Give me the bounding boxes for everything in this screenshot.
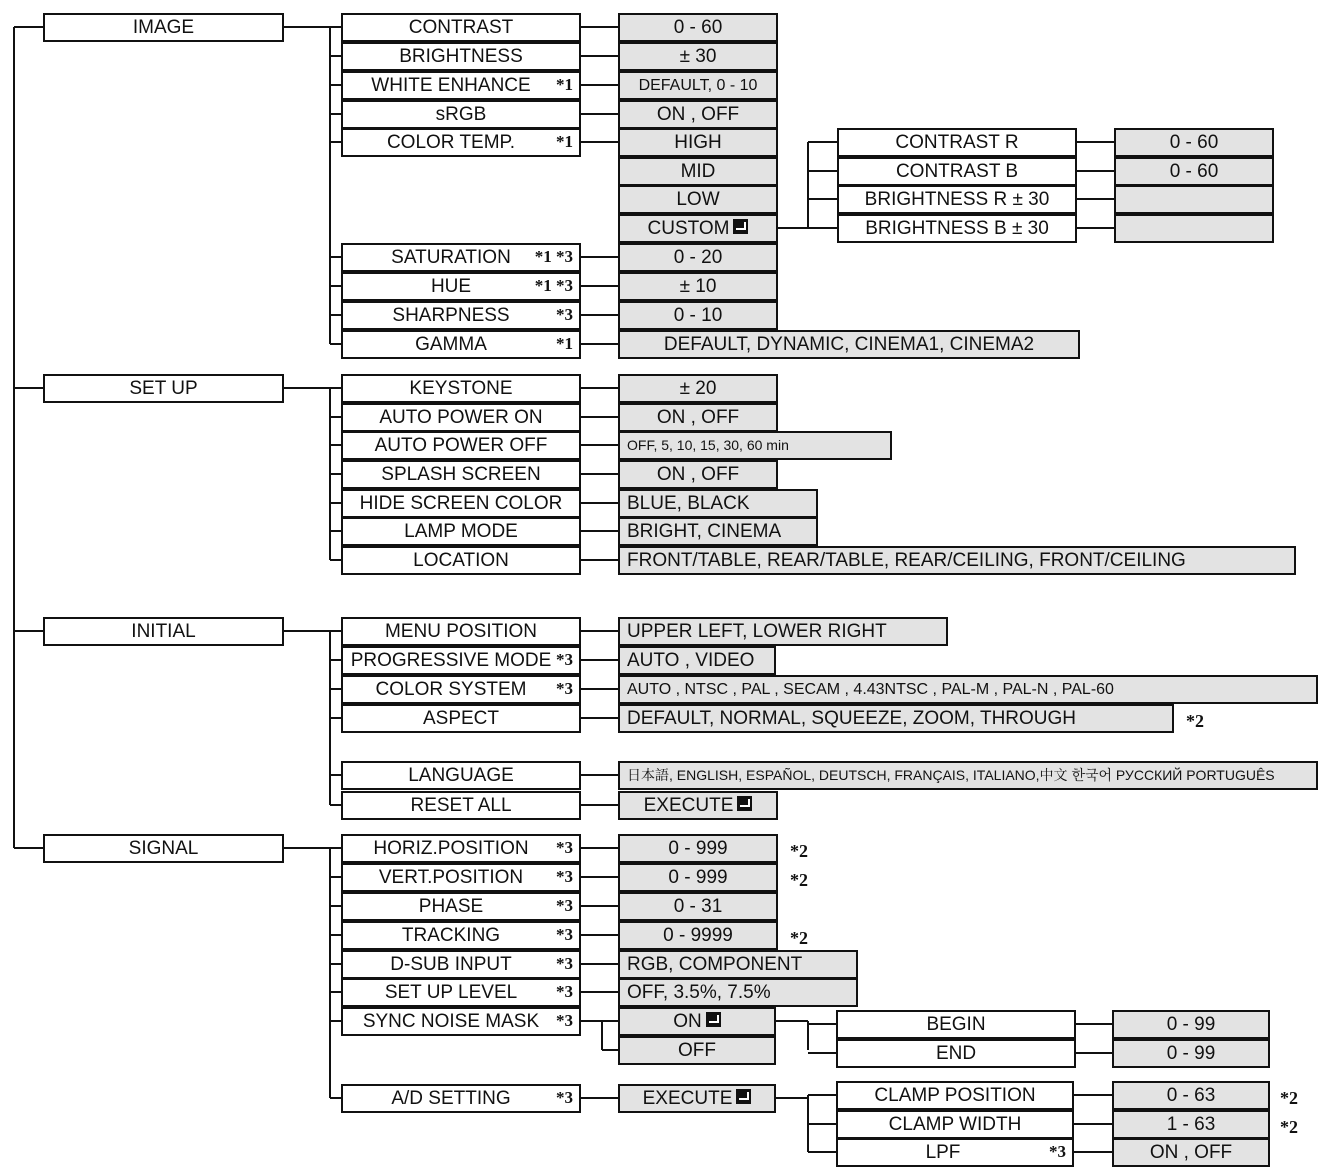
footnote-mark: *3 bbox=[556, 1011, 573, 1030]
value-image-0-text: 0 - 60 bbox=[673, 17, 723, 38]
menu-item-image-6-text: HUE bbox=[430, 276, 472, 297]
ad-sub-0-text: CLAMP POSITION bbox=[874, 1085, 1036, 1106]
menu-item-setup-2-text: AUTO POWER OFF bbox=[374, 435, 548, 456]
value-initial-0-text: UPPER LEFT, LOWER RIGHT bbox=[627, 621, 887, 642]
ad-sub-2[interactable] bbox=[836, 1138, 1074, 1167]
ad-sub-1-text: CLAMP WIDTH bbox=[888, 1114, 1022, 1135]
value-image-0[interactable] bbox=[618, 13, 778, 42]
ad-sub-value-0[interactable] bbox=[1112, 1081, 1270, 1110]
menu-signal[interactable] bbox=[43, 834, 284, 863]
footnote-mark: *3 bbox=[556, 925, 573, 944]
value-image-8[interactable] bbox=[618, 330, 1080, 359]
menu-item-signal-2[interactable] bbox=[341, 892, 581, 921]
color-temp-mid-text: MID bbox=[680, 161, 716, 182]
value-signal-7[interactable] bbox=[618, 1084, 776, 1113]
value-signal-0-text: 0 - 999 bbox=[668, 838, 728, 859]
footnote-mark: *1 bbox=[556, 132, 573, 151]
menu-item-image-7[interactable] bbox=[341, 301, 581, 330]
value-initial-3[interactable] bbox=[618, 704, 1174, 733]
menu-item-signal-4[interactable] bbox=[341, 950, 581, 979]
menu-item-setup-6[interactable] bbox=[341, 546, 581, 575]
menu-item-image-3[interactable] bbox=[341, 100, 581, 129]
menu-item-initial-0[interactable] bbox=[341, 617, 581, 646]
custom-sub-value-3[interactable] bbox=[1114, 214, 1274, 243]
value-image-2[interactable] bbox=[618, 71, 778, 100]
menu-item-image-6[interactable] bbox=[341, 272, 581, 301]
menu-item-setup-0[interactable] bbox=[341, 374, 581, 403]
color-temp-custom-text: CUSTOM bbox=[647, 218, 730, 239]
ad-sub-1[interactable] bbox=[836, 1110, 1074, 1139]
footnote-mark: *1 bbox=[556, 75, 573, 94]
value-signal-1[interactable] bbox=[618, 863, 778, 892]
menu-item-setup-2[interactable] bbox=[341, 431, 581, 460]
menu-item-signal-7-text: A/D SETTING bbox=[391, 1088, 511, 1109]
color-temp-high-text: HIGH bbox=[674, 132, 722, 153]
value-signal-3-text: 0 - 9999 bbox=[663, 925, 733, 946]
custom-sub-value-1[interactable] bbox=[1114, 157, 1274, 186]
menu-item-image-3-text: sRGB bbox=[435, 104, 487, 125]
footnote-mark: *3 bbox=[556, 867, 573, 886]
value-image-3[interactable] bbox=[618, 100, 778, 129]
value-image-3-text: ON , OFF bbox=[656, 104, 740, 125]
value-setup-1-text: ON , OFF bbox=[656, 407, 740, 428]
value-setup-4[interactable] bbox=[618, 489, 818, 518]
value-image-1-text: ± 30 bbox=[679, 46, 717, 67]
value-setup-5-text: BRIGHT, CINEMA bbox=[627, 521, 782, 542]
menu-item-setup-5-text: LAMP MODE bbox=[404, 521, 518, 542]
menu-item-setup-6-text: LOCATION bbox=[413, 550, 509, 571]
value-setup-5[interactable] bbox=[618, 517, 818, 546]
menu-item-initial-1[interactable] bbox=[341, 646, 581, 675]
menu-item-setup-4-text: HIDE SCREEN COLOR bbox=[359, 493, 563, 514]
menu-signal-text: SIGNAL bbox=[128, 838, 199, 859]
menu-item-initial-5[interactable] bbox=[341, 791, 581, 820]
menu-item-signal-5-text: SET UP LEVEL bbox=[384, 982, 518, 1003]
value-signal-5[interactable] bbox=[618, 978, 858, 1007]
ad-sub-value-2-text: ON , OFF bbox=[1149, 1142, 1233, 1163]
sync-sub-0[interactable] bbox=[836, 1010, 1076, 1039]
sync-sub-1-text: END bbox=[935, 1043, 977, 1064]
menu-item-initial-3[interactable] bbox=[341, 704, 581, 733]
enter-icon bbox=[706, 1012, 721, 1027]
footnote-mark: *3 bbox=[556, 982, 573, 1001]
custom-sub-0-text: CONTRAST R bbox=[895, 132, 1019, 153]
value-image-1[interactable] bbox=[618, 42, 778, 71]
menu-image-text: IMAGE bbox=[132, 17, 195, 38]
value-image-8-text: DEFAULT, DYNAMIC, CINEMA1, CINEMA2 bbox=[663, 334, 1035, 355]
menu-item-image-1[interactable] bbox=[341, 42, 581, 71]
value-initial-2-text: AUTO , NTSC , PAL , SECAM , 4.43NTSC , PAL-M , PAL-N , PAL-60 bbox=[627, 681, 1114, 698]
menu-item-image-7-text: SHARPNESS bbox=[392, 305, 510, 326]
footnote-mark: *3 bbox=[556, 954, 573, 973]
menu-item-image-4[interactable] bbox=[341, 128, 581, 157]
footnote-note: *2 bbox=[790, 928, 808, 948]
custom-sub-1-text: CONTRAST B bbox=[895, 161, 1019, 182]
menu-item-signal-2-text: PHASE bbox=[418, 896, 484, 917]
value-setup-3-text: ON , OFF bbox=[656, 464, 740, 485]
footnote-mark: *3 bbox=[556, 838, 573, 857]
menu-item-signal-3-text: TRACKING bbox=[401, 925, 501, 946]
value-image-6-text: ± 10 bbox=[679, 276, 717, 297]
enter-icon bbox=[733, 219, 748, 234]
value-signal-1-text: 0 - 999 bbox=[668, 867, 728, 888]
enter-icon bbox=[737, 796, 752, 811]
value-signal-2[interactable] bbox=[618, 892, 778, 921]
footnote-mark: *3 bbox=[556, 679, 573, 698]
menu-item-image-1-text: BRIGHTNESS bbox=[399, 46, 523, 67]
menu-item-signal-0[interactable] bbox=[341, 834, 581, 863]
footnote-note: *2 bbox=[1280, 1117, 1298, 1137]
menu-initial[interactable] bbox=[43, 617, 284, 646]
custom-sub-value-0[interactable] bbox=[1114, 128, 1274, 157]
custom-sub-2[interactable] bbox=[837, 185, 1077, 214]
ad-sub-value-0-text: 0 - 63 bbox=[1166, 1085, 1216, 1106]
menu-item-setup-1[interactable] bbox=[341, 403, 581, 432]
menu-item-initial-2[interactable] bbox=[341, 675, 581, 704]
menu-item-signal-5[interactable] bbox=[341, 978, 581, 1007]
value-initial-1[interactable] bbox=[618, 646, 776, 675]
value-setup-1[interactable] bbox=[618, 403, 778, 432]
menu-item-initial-4[interactable] bbox=[341, 761, 581, 790]
ad-sub-value-1-text: 1 - 63 bbox=[1166, 1114, 1216, 1135]
footnote-mark: *1 *3 bbox=[534, 276, 573, 295]
sync-noise-off[interactable] bbox=[618, 1036, 776, 1065]
value-signal-2-text: 0 - 31 bbox=[673, 896, 723, 917]
menu-item-image-8-text: GAMMA bbox=[415, 334, 487, 355]
value-signal-4[interactable] bbox=[618, 950, 858, 979]
menu-setup-text: SET UP bbox=[129, 378, 198, 399]
value-initial-3-text: DEFAULT, NORMAL, SQUEEZE, ZOOM, THROUGH bbox=[627, 708, 1077, 729]
value-initial-5-text: EXECUTE bbox=[643, 795, 734, 816]
custom-sub-value-2[interactable] bbox=[1114, 185, 1274, 214]
value-initial-4[interactable] bbox=[618, 761, 1318, 790]
menu-item-signal-1[interactable] bbox=[341, 863, 581, 892]
menu-item-signal-7[interactable] bbox=[341, 1084, 581, 1113]
menu-item-setup-4[interactable] bbox=[341, 489, 581, 518]
menu-item-setup-3[interactable] bbox=[341, 460, 581, 489]
menu-setup[interactable] bbox=[43, 374, 284, 403]
value-image-5[interactable] bbox=[618, 243, 778, 272]
custom-sub-2-text: BRIGHTNESS R ± 30 bbox=[864, 189, 1050, 210]
menu-item-image-2[interactable] bbox=[341, 71, 581, 100]
sync-sub-value-1[interactable] bbox=[1112, 1039, 1270, 1068]
menu-item-image-5[interactable] bbox=[341, 243, 581, 272]
menu-item-initial-0-text: MENU POSITION bbox=[384, 621, 537, 642]
value-image-2-text: DEFAULT, 0 - 10 bbox=[638, 77, 758, 94]
menu-image[interactable] bbox=[43, 13, 284, 42]
sync-sub-1[interactable] bbox=[836, 1039, 1076, 1068]
menu-item-image-2-text: WHITE ENHANCE bbox=[371, 75, 531, 96]
custom-sub-value-1-text: 0 - 60 bbox=[1169, 161, 1219, 182]
value-setup-2[interactable] bbox=[618, 431, 892, 460]
footnote-mark: *3 bbox=[1049, 1142, 1066, 1161]
color-temp-custom[interactable] bbox=[618, 214, 778, 243]
value-setup-2-text: OFF, 5, 10, 15, 30, 60 min bbox=[627, 437, 789, 453]
menu-item-signal-1-text: VERT.POSITION bbox=[378, 867, 524, 888]
sync-sub-value-0[interactable] bbox=[1112, 1010, 1270, 1039]
menu-item-image-4-text: COLOR TEMP. bbox=[386, 132, 516, 153]
value-initial-5[interactable] bbox=[618, 791, 778, 820]
footnote-mark: *1 *3 bbox=[534, 247, 573, 266]
value-image-7[interactable] bbox=[618, 301, 778, 330]
value-signal-3[interactable] bbox=[618, 921, 778, 950]
menu-item-signal-6[interactable] bbox=[341, 1007, 581, 1036]
menu-item-setup-5[interactable] bbox=[341, 517, 581, 546]
color-temp-mid[interactable] bbox=[618, 157, 778, 186]
footnote-note: *2 bbox=[790, 841, 808, 861]
footnote-mark: *3 bbox=[556, 1088, 573, 1107]
value-signal-4-text: RGB, COMPONENT bbox=[627, 954, 803, 975]
menu-item-setup-1-text: AUTO POWER ON bbox=[379, 407, 543, 428]
custom-sub-1[interactable] bbox=[837, 157, 1077, 186]
menu-item-setup-0-text: KEYSTONE bbox=[409, 378, 513, 399]
enter-icon bbox=[736, 1089, 751, 1104]
value-image-6[interactable] bbox=[618, 272, 778, 301]
sync-sub-value-1-text: 0 - 99 bbox=[1166, 1043, 1216, 1064]
menu-item-signal-0-text: HORIZ.POSITION bbox=[373, 838, 529, 859]
ad-sub-value-1[interactable] bbox=[1112, 1110, 1270, 1139]
color-temp-low[interactable] bbox=[618, 185, 778, 214]
value-initial-2[interactable] bbox=[618, 675, 1318, 704]
footnote-note: *2 bbox=[790, 870, 808, 890]
menu-item-image-8[interactable] bbox=[341, 330, 581, 359]
value-initial-0[interactable] bbox=[618, 617, 948, 646]
custom-sub-3[interactable] bbox=[837, 214, 1077, 243]
value-setup-0-text: ± 20 bbox=[679, 378, 717, 399]
menu-item-initial-5-text: RESET ALL bbox=[410, 795, 512, 816]
menu-item-signal-4-text: D-SUB INPUT bbox=[390, 954, 512, 975]
sync-noise-on-text: ON bbox=[673, 1011, 702, 1032]
footnote-note: *2 bbox=[1280, 1088, 1298, 1108]
value-initial-4-text: 日本語, ENGLISH, ESPAÑOL, DEUTSCH, FRANÇAIS, ITALIANO,中文 한국어 РУССКИЙ PORTUGUÊS bbox=[627, 767, 1275, 783]
value-signal-7-text: EXECUTE bbox=[642, 1088, 733, 1109]
value-image-5-text: 0 - 20 bbox=[673, 247, 723, 268]
menu-item-initial-4-text: LANGUAGE bbox=[408, 765, 514, 786]
menu-item-image-5-text: SATURATION bbox=[391, 247, 511, 268]
color-temp-low-text: LOW bbox=[676, 189, 720, 210]
menu-item-image-0-text: CONTRAST bbox=[408, 17, 514, 38]
sync-sub-0-text: BEGIN bbox=[926, 1014, 986, 1035]
custom-sub-3-text: BRIGHTNESS B ± 30 bbox=[865, 218, 1049, 239]
footnote-mark: *3 bbox=[556, 305, 573, 324]
menu-item-initial-1-text: PROGRESSIVE MODE bbox=[350, 650, 552, 671]
menu-item-initial-3-text: ASPECT bbox=[422, 708, 500, 729]
value-setup-0[interactable] bbox=[618, 374, 778, 403]
value-signal-0[interactable] bbox=[618, 834, 778, 863]
ad-sub-value-2[interactable] bbox=[1112, 1138, 1270, 1167]
footnote-mark: *3 bbox=[556, 896, 573, 915]
footnote-mark: *1 bbox=[556, 334, 573, 353]
menu-item-signal-6-text: SYNC NOISE MASK bbox=[362, 1011, 540, 1032]
value-setup-4-text: BLUE, BLACK bbox=[627, 493, 750, 514]
menu-item-initial-2-text: COLOR SYSTEM bbox=[375, 679, 527, 700]
value-initial-1-text: AUTO , VIDEO bbox=[627, 650, 755, 671]
ad-sub-2-text: LPF bbox=[925, 1142, 961, 1163]
menu-item-setup-3-text: SPLASH SCREEN bbox=[381, 464, 541, 485]
sync-noise-on[interactable] bbox=[618, 1007, 776, 1036]
custom-sub-0[interactable] bbox=[837, 128, 1077, 157]
ad-sub-0[interactable] bbox=[836, 1081, 1074, 1110]
footnote-mark: *3 bbox=[556, 650, 573, 669]
sync-noise-off-text: OFF bbox=[678, 1040, 716, 1061]
color-temp-high[interactable] bbox=[618, 128, 778, 157]
menu-initial-text: INITIAL bbox=[131, 621, 196, 642]
menu-item-signal-3[interactable] bbox=[341, 921, 581, 950]
value-setup-6[interactable] bbox=[618, 546, 1296, 575]
footnote-note: *2 bbox=[1186, 711, 1204, 731]
value-signal-5-text: OFF, 3.5%, 7.5% bbox=[627, 982, 771, 1003]
value-setup-3[interactable] bbox=[618, 460, 778, 489]
value-setup-6-text: FRONT/TABLE, REAR/TABLE, REAR/CEILING, FRONT/CEILING bbox=[627, 550, 1186, 571]
menu-item-image-0[interactable] bbox=[341, 13, 581, 42]
sync-sub-value-0-text: 0 - 99 bbox=[1166, 1014, 1216, 1035]
value-image-7-text: 0 - 10 bbox=[673, 305, 723, 326]
custom-sub-value-0-text: 0 - 60 bbox=[1169, 132, 1219, 153]
